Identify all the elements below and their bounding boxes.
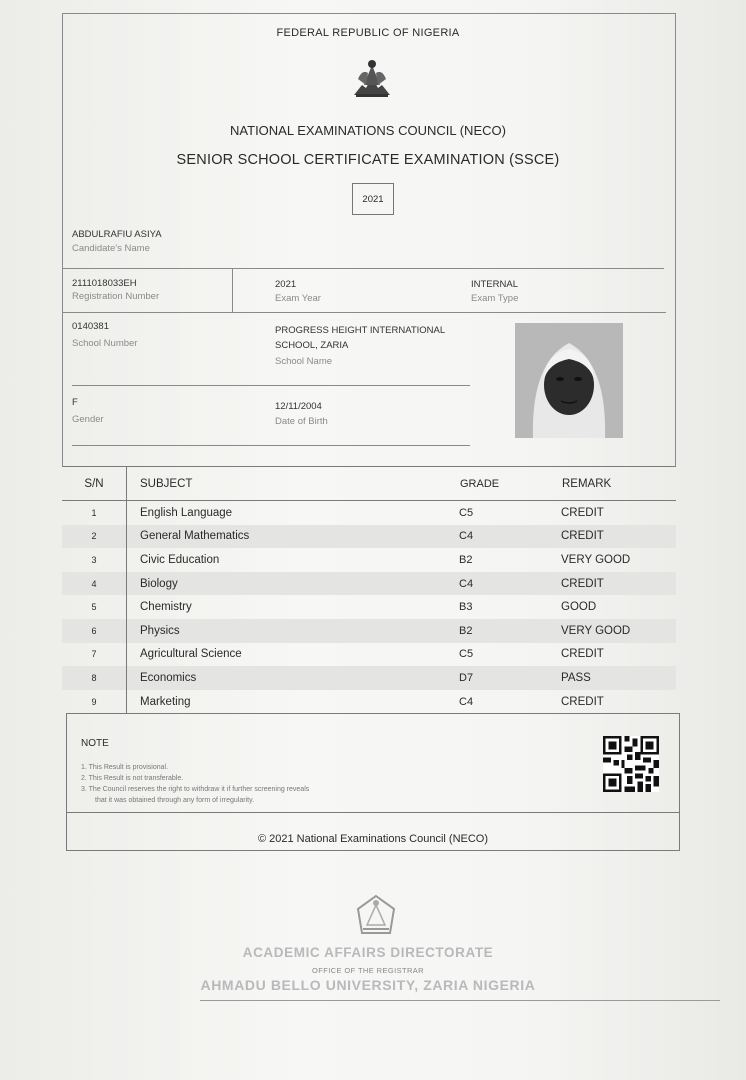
note-list [81, 762, 309, 806]
subject-cell: Physics [127, 619, 460, 643]
sn-cell: 7 [62, 643, 127, 667]
stamp-directorate: ACADEMIC AFFAIRS DIRECTORATE [242, 945, 494, 960]
grade-cell: C5 [459, 648, 474, 661]
grade-cell: C5 [459, 506, 474, 519]
remark-cell: CREDIT [561, 506, 604, 519]
remark-cell: GOOD [561, 601, 597, 614]
remark-header: REMARK [561, 467, 676, 501]
subject-cell: English Language [140, 506, 233, 519]
results-header-row [62, 467, 676, 501]
remark-cell: CREDIT [561, 648, 604, 661]
divider [67, 812, 679, 813]
grade-cell: C4 [459, 525, 561, 549]
council-heading: NATIONAL EXAMINATIONS COUNCIL (NECO) [230, 123, 506, 138]
divider [232, 268, 233, 312]
subject-cell: Civic Education [140, 553, 220, 566]
sn-cell: 4 [62, 572, 127, 596]
copyright-text: © 2021 National Examinations Council (NECO) [257, 833, 489, 845]
remark-cell: VERY GOOD [561, 553, 631, 566]
exam-heading: SENIOR SCHOOL CERTIFICATE EXAMINATION (SSCE) [176, 152, 560, 168]
grade-cell: D7 [459, 666, 561, 690]
sn-cell: 1 [62, 501, 127, 525]
grade-cell: C4 [459, 695, 474, 708]
registration-label: Registration Number [72, 291, 160, 302]
gender-label: Gender [72, 414, 104, 425]
coat-of-arms-icon [348, 55, 396, 99]
candidate-name: ABDULRAFIU ASIYA [72, 229, 162, 240]
sn-cell: 8 [62, 666, 127, 690]
exam-type: INTERNAL [471, 279, 518, 290]
note-item: 2. This Result is not transferable. [81, 775, 184, 782]
table-row [62, 619, 676, 643]
sn-header: S/N [62, 467, 127, 501]
divider [72, 445, 470, 446]
grade-header: GRADE [459, 467, 561, 501]
school-name-line-1: PROGRESS HEIGHT INTERNATIONAL [275, 325, 446, 336]
table-row [62, 666, 676, 690]
sn-cell: 9 [62, 690, 127, 714]
date-of-birth-label: Date of Birth [275, 416, 328, 427]
grade-cell: C4 [459, 572, 561, 596]
table-row [62, 548, 676, 572]
exam-type-label: Exam Type [471, 293, 519, 304]
results-table [62, 466, 676, 713]
table-row [62, 690, 676, 714]
divider [200, 1000, 720, 1001]
subject-cell: Marketing [140, 695, 191, 708]
sn-cell: 6 [62, 619, 127, 643]
table-row [62, 501, 676, 525]
table-row [62, 525, 676, 549]
note-item: that it was obtained through any form of irregularity. [95, 797, 255, 804]
remark-cell: VERY GOOD [561, 619, 676, 643]
note-section [66, 713, 680, 851]
divider [62, 268, 664, 269]
subject-cell: Agricultural Science [140, 648, 242, 661]
candidate-photo [515, 323, 623, 438]
subject-cell: Chemistry [140, 601, 192, 614]
grade-cell: B2 [459, 619, 561, 643]
university-crest-icon [353, 893, 399, 939]
gender: F [72, 397, 78, 408]
school-name-label: School Name [275, 356, 333, 367]
table-row [62, 643, 676, 667]
note-item: 1. This Result is provisional. [81, 764, 169, 771]
remark-cell: CREDIT [561, 572, 676, 596]
exam-year: 2021 [275, 279, 297, 290]
candidate-name-label: Candidate's Name [72, 243, 150, 254]
remark-cell: PASS [561, 666, 676, 690]
subject-cell: Biology [127, 572, 460, 596]
exam-year-label: Exam Year [275, 293, 321, 304]
subject-cell: Economics [127, 666, 460, 690]
table-row [62, 572, 676, 596]
note-title: NOTE [81, 738, 109, 749]
school-name-line-2: SCHOOL, ZARIA [275, 340, 349, 351]
exam-year-box: 2021 [352, 183, 394, 215]
sn-cell: 2 [62, 525, 127, 549]
qr-code-icon [603, 736, 659, 792]
sn-cell: 5 [62, 595, 127, 619]
table-row [62, 595, 676, 619]
grade-cell: B2 [459, 553, 473, 566]
note-item: 3. The Council reserves the right to withdraw it if further screening reveals [81, 786, 310, 793]
date-of-birth: 12/11/2004 [275, 401, 322, 412]
subject-header: SUBJECT [127, 467, 460, 501]
sn-cell: 3 [62, 548, 127, 572]
registration-number: 2111018033EH [72, 278, 137, 289]
subject-cell: General Mathematics [127, 525, 460, 549]
stamp-university: AHMADU BELLO UNIVERSITY, ZARIA NIGERIA [200, 977, 536, 993]
stamp-office: OFFICE OF THE REGISTRAR [312, 966, 424, 975]
school-number-label: School Number [72, 338, 138, 349]
divider [72, 385, 470, 386]
country-heading: FEDERAL REPUBLIC OF NIGERIA [276, 27, 460, 39]
remark-cell: CREDIT [561, 525, 676, 549]
divider [62, 312, 666, 313]
school-number: 0140381 [72, 321, 109, 332]
remark-cell: CREDIT [561, 695, 604, 708]
grade-cell: B3 [459, 601, 473, 614]
